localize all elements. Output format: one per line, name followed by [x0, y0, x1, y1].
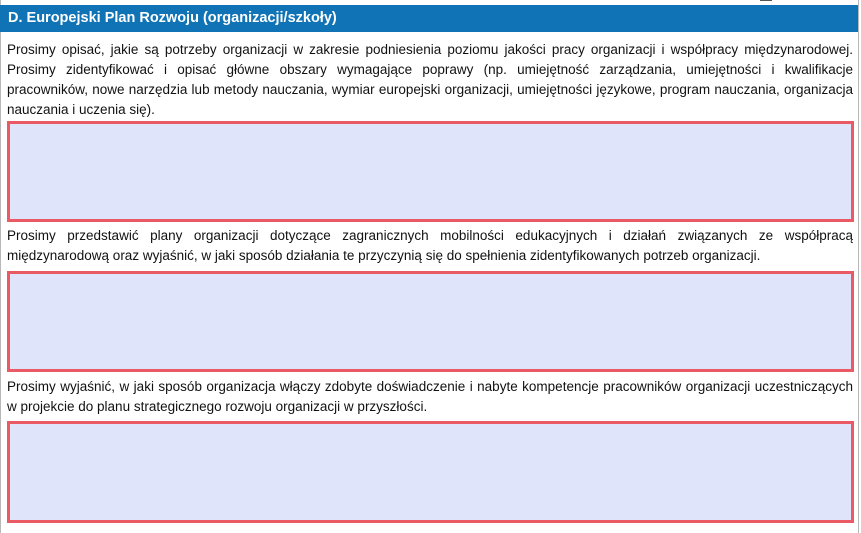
section-header: D. Europejski Plan Rozwoju (organizacji/szkoły) — [0, 5, 858, 32]
top-divider-stub — [760, 0, 772, 1]
answer-field-3[interactable] — [7, 421, 854, 523]
question-1-text: Prosimy opisać, jakie są potrzeby organizacji w zakresie podniesienia poziomu jakości pracy organizacji i współpracy międzynarodowej. Prosimy zidentyfikować i opisać główne obszary wymagające poprawy (np. umiejętność zarządzania, umiejętności i kwalifikacje pracowników, nowe narzędzia lub metody nauczania, wymiar europejski organizacji, umiejętności językowe, program nauczania, organizacja nauczania i uczenia się). — [7, 42, 853, 117]
question-2-text: Prosimy przedstawić plany organizacji dotyczące zagranicznych mobilności edukacyjnych i działań związanych ze współpracą międzynarodową oraz wyjaśnić, w jaki sposób działania te przyczynią się do spełnienia zidentyfikowanych potrzeb organizacji. — [7, 228, 853, 263]
question-3-text: Prosimy wyjaśnić, w jaki sposób organizacja włączy zdobyte doświadczenie i nabyte kompetencje pracowników organizacji uczestniczących w projekcie do planu strategicznego rozwoju organizacji w przyszłości. — [7, 379, 853, 414]
answer-field-1[interactable] — [7, 121, 854, 222]
answer-field-2[interactable] — [7, 271, 854, 372]
